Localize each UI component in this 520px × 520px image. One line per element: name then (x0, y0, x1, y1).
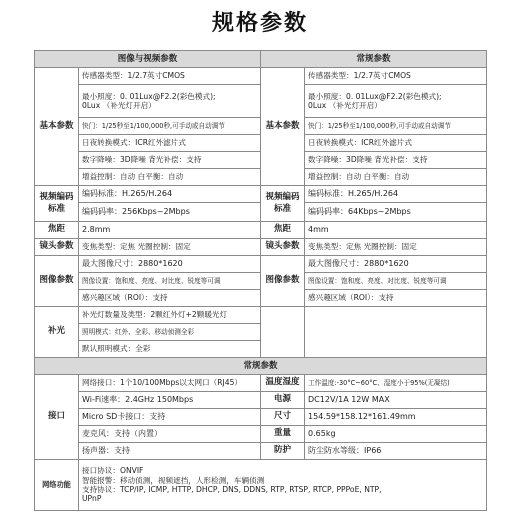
header-general: 常规参数 (261, 51, 487, 68)
focal-row (35, 222, 487, 239)
right-image-size: 最大图像尺寸：2880*1620 (305, 256, 487, 273)
left-min-illum-1: 最小照度：0. 01Lux@F2.2(彩色模式); (82, 91, 216, 101)
left-shutter: 快门：1/25秒至1/100,000秒,可手动或自动调节 (79, 118, 261, 135)
right-image-roi: 感兴趣区域（ROI）：支持 (305, 290, 487, 307)
network-label: 网络功能 (35, 460, 79, 511)
network-values (79, 460, 487, 511)
fill-default: 默认照明模式：全彩 (79, 341, 261, 358)
lens-label-right: 镜头参数 (261, 239, 305, 256)
fill-type: 补光灯数量及类型：2颗红外灯+2颗暖光灯 (79, 307, 261, 324)
general-row-0 (35, 375, 487, 392)
image-row-size (35, 256, 487, 273)
lens-row (35, 239, 487, 256)
basic-label-right: 基本参数 (261, 68, 305, 186)
image-label-left: 图像参数 (35, 256, 79, 307)
network-line-0: 接口协议：ONVIF (82, 466, 144, 476)
left-min-illum (79, 85, 261, 118)
left-noise: 数字降噪：3D降噪 背光补偿：支持 (79, 152, 261, 169)
spec-table (34, 50, 487, 511)
general-header: 常规参数 (35, 358, 487, 375)
general-v2-1: DC12V/1A 12W MAX (305, 392, 487, 409)
left-image-settings: 图像设置：饱和度、亮度、对比度、锐度等可调 (79, 273, 261, 290)
general-v2-3: 0.65kg (305, 426, 487, 443)
left-lens: 变焦类型：定焦 光圈控制：固定 (79, 239, 261, 256)
right-gain: 增益控制：自动 白平衡：自动 (305, 169, 487, 186)
general-row-2 (35, 409, 487, 426)
right-lens: 变焦类型：定焦 光圈控制：固定 (305, 239, 487, 256)
general-v2-4: 防尘防水等级：IP66 (305, 443, 487, 460)
network-line-3: UPnP (82, 494, 102, 504)
focal-label-right: 焦距 (261, 222, 305, 239)
basic-label-left: 基本参数 (35, 68, 79, 186)
left-sensor: 传感器类型：1/2.7英寸CMOS (79, 68, 261, 85)
right-focal: 4mm (305, 222, 487, 239)
fill-empty-value (305, 307, 487, 358)
fill-empty-label (261, 307, 305, 358)
codec-label-left: 视频编码标准 (35, 186, 79, 222)
general-header-row (35, 358, 487, 375)
right-sensor: 传感器类型：1/2.7英寸CMOS (305, 68, 487, 85)
right-min-illum-2: 0Lux （补光灯开启） (308, 101, 382, 110)
general-v1-0: 网络接口：1个10/100Mbps以太网口（RJ45） (79, 375, 261, 392)
page-title: 规格参数 (211, 11, 308, 36)
image-label-right: 图像参数 (261, 256, 305, 307)
right-min-illum-1: 最小照度：0. 01Lux@F2.2(彩色模式); (308, 91, 442, 101)
network-line-1: 智能报警：移动侦测，视频遮挡，人形检测，车辆侦测 (82, 475, 265, 485)
right-shutter: 快门：1/25秒至1/100,000秒,可手动或自动调节 (305, 118, 487, 135)
right-noise: 数字降噪：3D降噪 背光补偿：支持 (305, 152, 487, 169)
left-image-roi: 感兴趣区域（ROI）：支持 (79, 290, 261, 307)
general-v1-3: 麦克风：支持（内置） (79, 426, 261, 443)
right-image-settings: 图像设置：饱和度、亮度、对比度、锐度等可调 (305, 273, 487, 290)
left-focal: 2.8mm (79, 222, 261, 239)
left-gain: 增益控制：自动 白平衡：自动 (79, 169, 261, 186)
codec-row-std (35, 186, 487, 203)
header-image-video: 图像与视频参数 (35, 51, 261, 68)
network-row (35, 460, 487, 511)
general-v1-4: 扬声器：支持 (79, 443, 261, 460)
general-v2-0: 工作温度:-30°C~60°C、湿度小于95%(无凝结) (305, 375, 487, 392)
general-v1-1: Wi-Fi速率：2.4GHz 150Mbps (79, 392, 261, 409)
fill-mode: 照明模式：红外、全彩、移动侦测全彩 (79, 324, 261, 341)
general-l2-1: 电源 (261, 392, 305, 409)
right-codec-rate: 编码码率：64Kbps~2Mbps (305, 203, 487, 222)
left-image-size: 最大图像尺寸：2880*1620 (79, 256, 261, 273)
right-min-illum (305, 85, 487, 118)
general-v2-2: 154.59*158.12*161.49mm (305, 409, 487, 426)
lens-label-left: 镜头参数 (35, 239, 79, 256)
focal-label-left: 焦距 (35, 222, 79, 239)
interface-label: 接口 (35, 375, 79, 460)
right-daynight: 日夜转换模式：ICR红外滤片式 (305, 135, 487, 152)
left-daynight: 日夜转换模式：ICR红外滤片式 (79, 135, 261, 152)
general-l2-2: 尺寸 (261, 409, 305, 426)
network-line-2: 支持协议：TCP/IP, ICMP, HTTP, DHCP, DNS, DDNS, RTP, RTSP, RTCP, PPPoE, NTP, (82, 485, 382, 494)
basic-row-sensor (35, 68, 487, 85)
left-codec-rate: 编码码率：256Kbps~2Mbps (79, 203, 261, 222)
fill-label: 补光 (35, 307, 79, 358)
general-l2-3: 重量 (261, 426, 305, 443)
codec-label-right: 视频编码标准 (261, 186, 305, 222)
general-row-4 (35, 443, 487, 460)
header-row (35, 51, 487, 68)
general-l2-0: 温度湿度 (261, 375, 305, 392)
left-min-illum-2: 0Lux （补光灯开启） (82, 101, 156, 110)
general-l2-4: 防护 (261, 443, 305, 460)
general-v1-2: Micro SD卡接口：支持 (79, 409, 261, 426)
right-codec-std: 编码标准：H.265/H.264 (305, 186, 487, 203)
general-row-1 (35, 392, 487, 409)
left-codec-std: 编码标准：H.265/H.264 (79, 186, 261, 203)
general-row-3 (35, 426, 487, 443)
fill-row-type (35, 307, 487, 324)
